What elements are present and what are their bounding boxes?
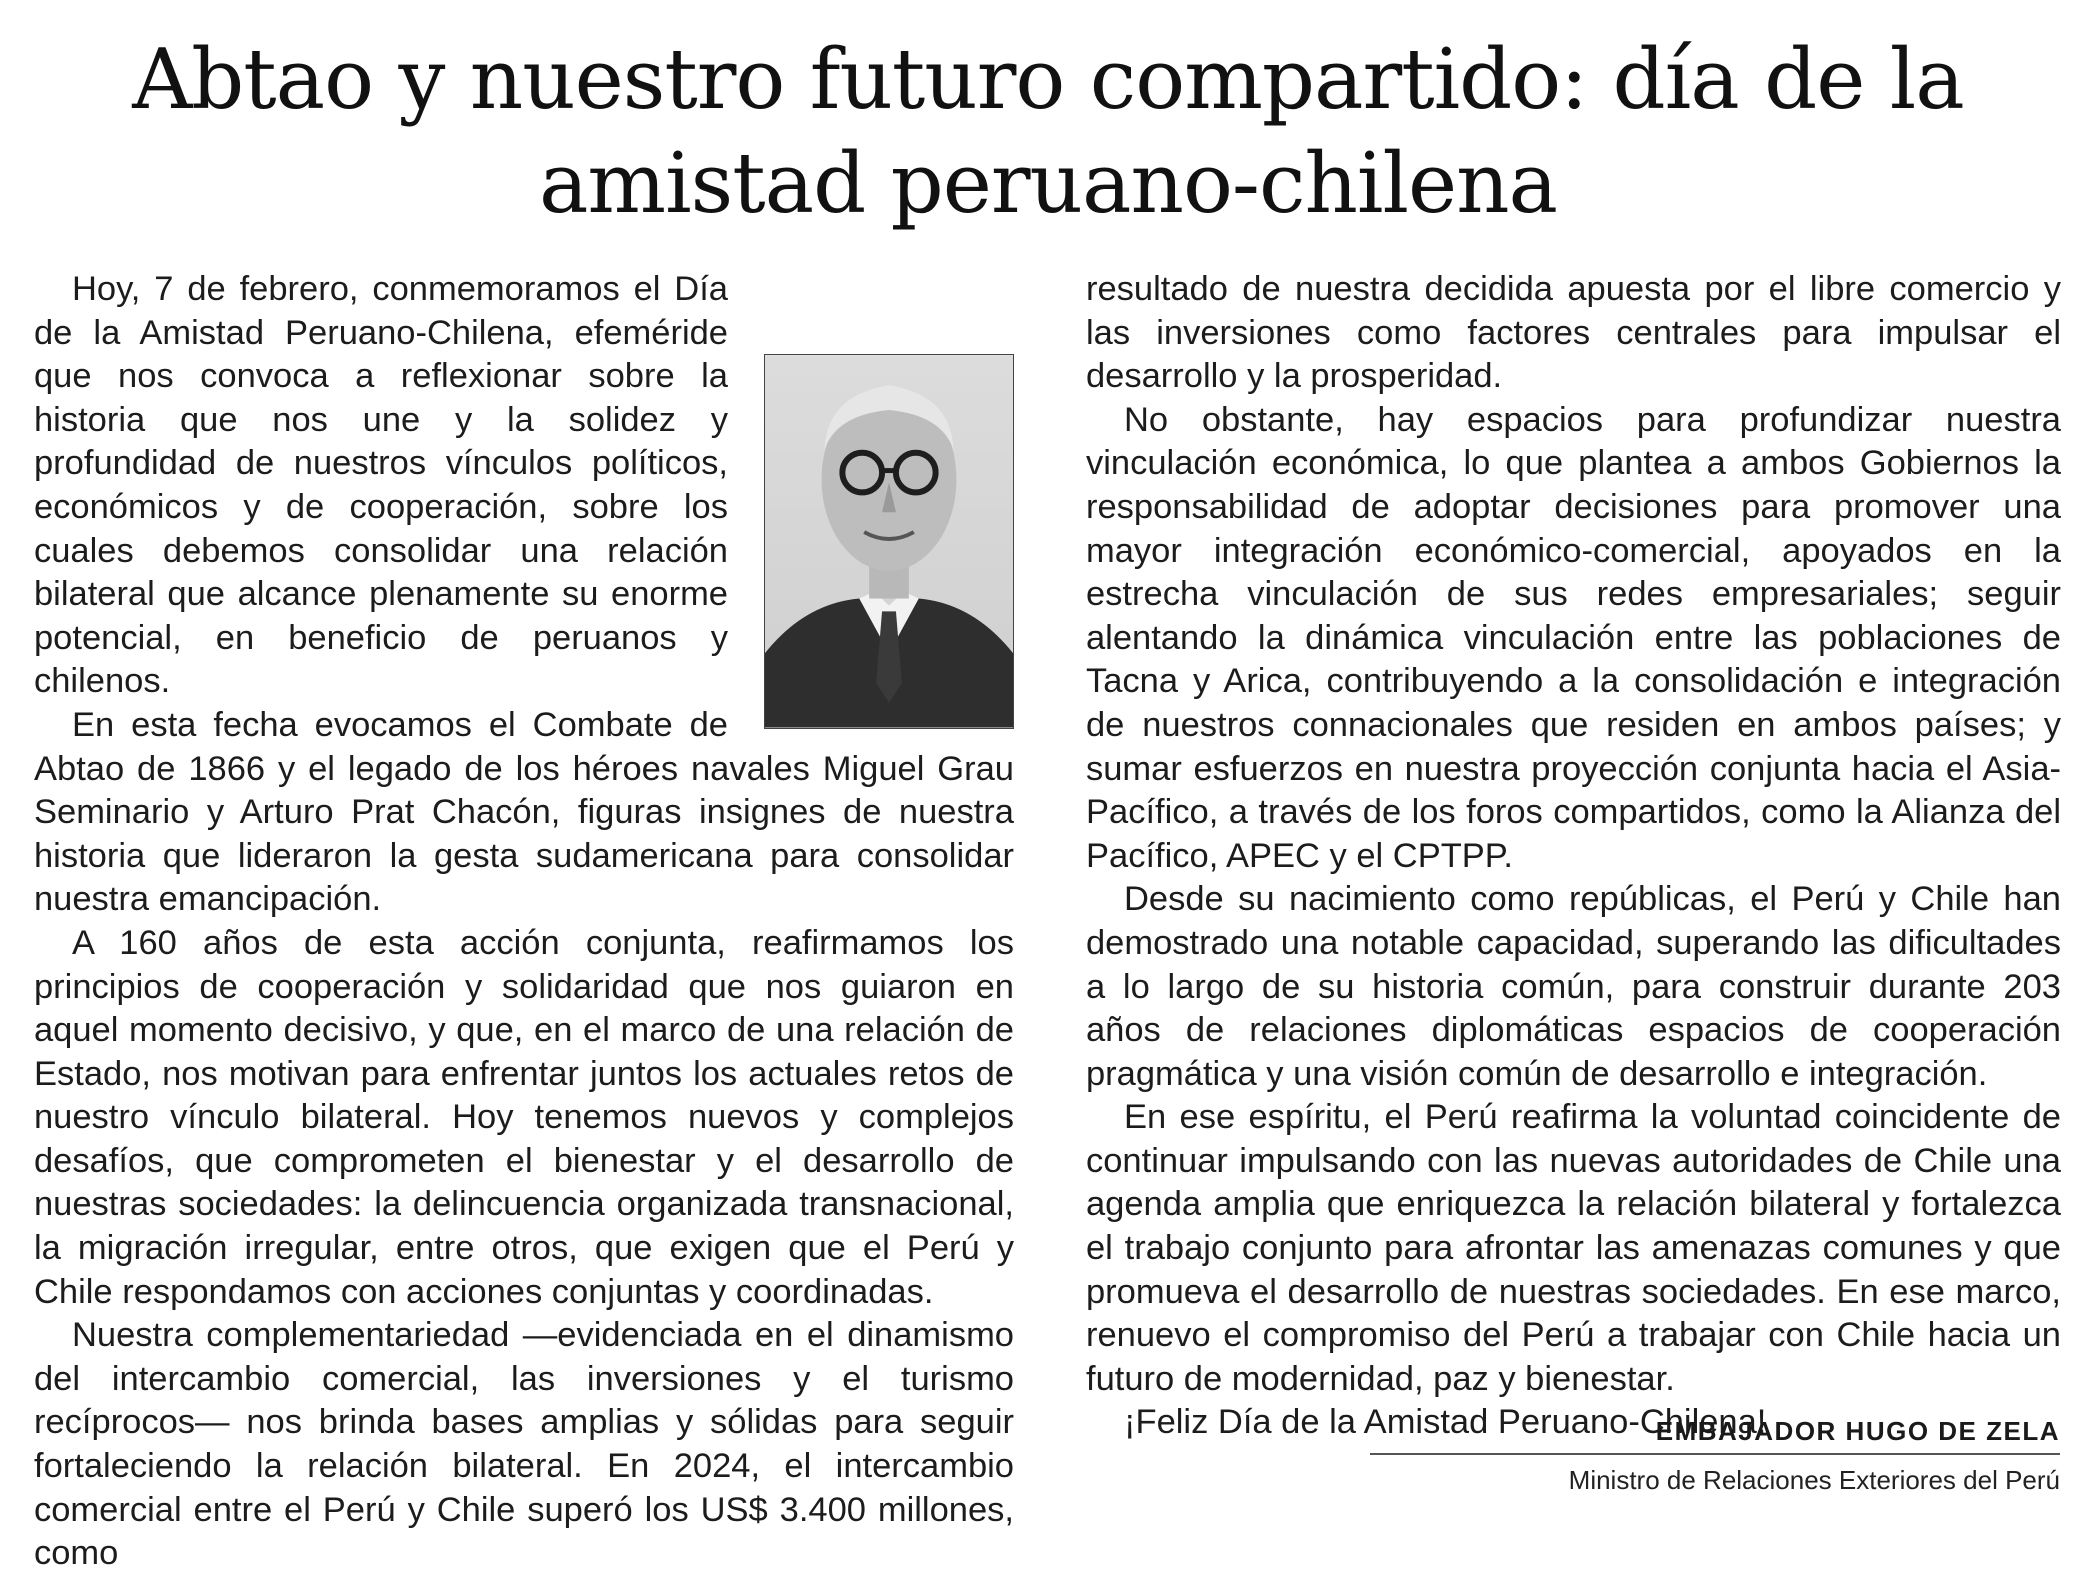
left-column	[34, 268, 1014, 1576]
author-signature	[1370, 1416, 2060, 1496]
paragraph: Nuestra complementariedad —evidenciada en el dinamismo del intercambio comercial, las inversiones y el turismo recíprocos— nos brinda bases amplias y sólidas para seguir fortaleciendo la relación bilateral. En 2024, el intercambio comercial entre el Perú y Chile superó los US$ 3.400 millones, como	[34, 1316, 1014, 1573]
paragraph: En esta fecha evocamos el Combate de Abtao de 1866 y el legado de los héroes navales Miguel Grau Seminario y Arturo Prat Chacón, figuras insignes de nuestra historia que lideraron la gesta sudamericana para consolidar nuestra emancipación.	[34, 705, 1014, 919]
paragraph: Desde su nacimiento como repúblicas, el Perú y Chile han demostrado una notable capacidad, superando las dificultades a lo largo de su historia común, para construir durante 203 años de relaciones diplomáticas espacios de cooperación pragmática y una visión común de desarrollo e integración.	[1086, 880, 2061, 1093]
right-column	[1086, 268, 2061, 1445]
author-photo	[764, 354, 1014, 729]
author-role: Ministro de Relaciones Exteriores del Perú	[1568, 1465, 2060, 1495]
paragraph: A 160 años de esta acción conjunta, reafirmamos los principios de cooperación y solidaridad que nos guiaron en aquel momento decisivo, y que, en el marco de una relación de Estado, nos motivan para enfrentar juntos los actuales retos de nuestro vínculo bilateral. Hoy tenemos nuevos y complejos desafíos, que comprometen el bienestar y el desarrollo de nuestras sociedades: la delincuencia organizada transnacional, la migración irregular, entre otros, que exigen que el Perú y Chile respondamos con acciones conjuntas y coordinadas.	[34, 923, 1014, 1311]
headline	[0, 28, 2096, 236]
paragraph: ¡Feliz Día de la Amistad Peruano-Chilena!	[1124, 1403, 1767, 1442]
author-name: EMBAJADOR HUGO DE ZELA	[1370, 1416, 2060, 1455]
headline-line-1: Abtao y nuestro futuro compartido: día de la	[132, 31, 1964, 128]
headline-line-2: amistad peruano-chilena	[538, 135, 1558, 232]
paragraph: resultado de nuestra decidida apuesta por el libre comercio y las inversiones como factores centrales para impulsar el desarrollo y la prosperidad.	[1086, 270, 2061, 396]
paragraph: No obstante, hay espacios para profundizar nuestra vinculación económica, lo que plantea a ambos Gobiernos la responsabilidad de adoptar decisiones para promover una mayor integración económico-comercial, apoyados en la estrecha vinculación de sus redes empresariales; seguir alentando la dinámica vinculación entre las poblaciones de Tacna y Arica, contribuyendo a la consolidación e integración de nuestros connacionales que residen en ambos países; y sumar esfuerzos en nuestra proyección conjunta hacia el Asia-Pacífico, a través de los foros compartidos, como la Alianza del Pacífico, APEC y el CPTPP.	[1086, 400, 2061, 875]
paragraph: Hoy, 7 de febrero, conmemoramos el Día de la Amistad Peruano-Chilena, efeméride que nos convoca a reflexionar sobre la historia que nos une y la solidez y profundidad de nuestros vínculos políticos, económicos y de cooperación, sobre los cuales debemos consolidar una relación bilateral que alcance plenamente su enorme potencial, en beneficio de peruanos y chilenos.	[34, 270, 728, 701]
paragraph: En ese espíritu, el Perú reafirma la voluntad coincidente de continuar impulsando con las nuevas autoridades de Chile una agenda amplia que enriquezca la relación bilateral y fortalezca el trabajo conjunto para afrontar las amenazas comunes y que promueva el desarrollo de nuestras sociedades. En ese marco, renuevo el compromiso del Perú a trabajar con Chile hacia un futuro de modernidad, paz y bienestar.	[1086, 1098, 2061, 1398]
portrait-image	[765, 355, 1013, 728]
